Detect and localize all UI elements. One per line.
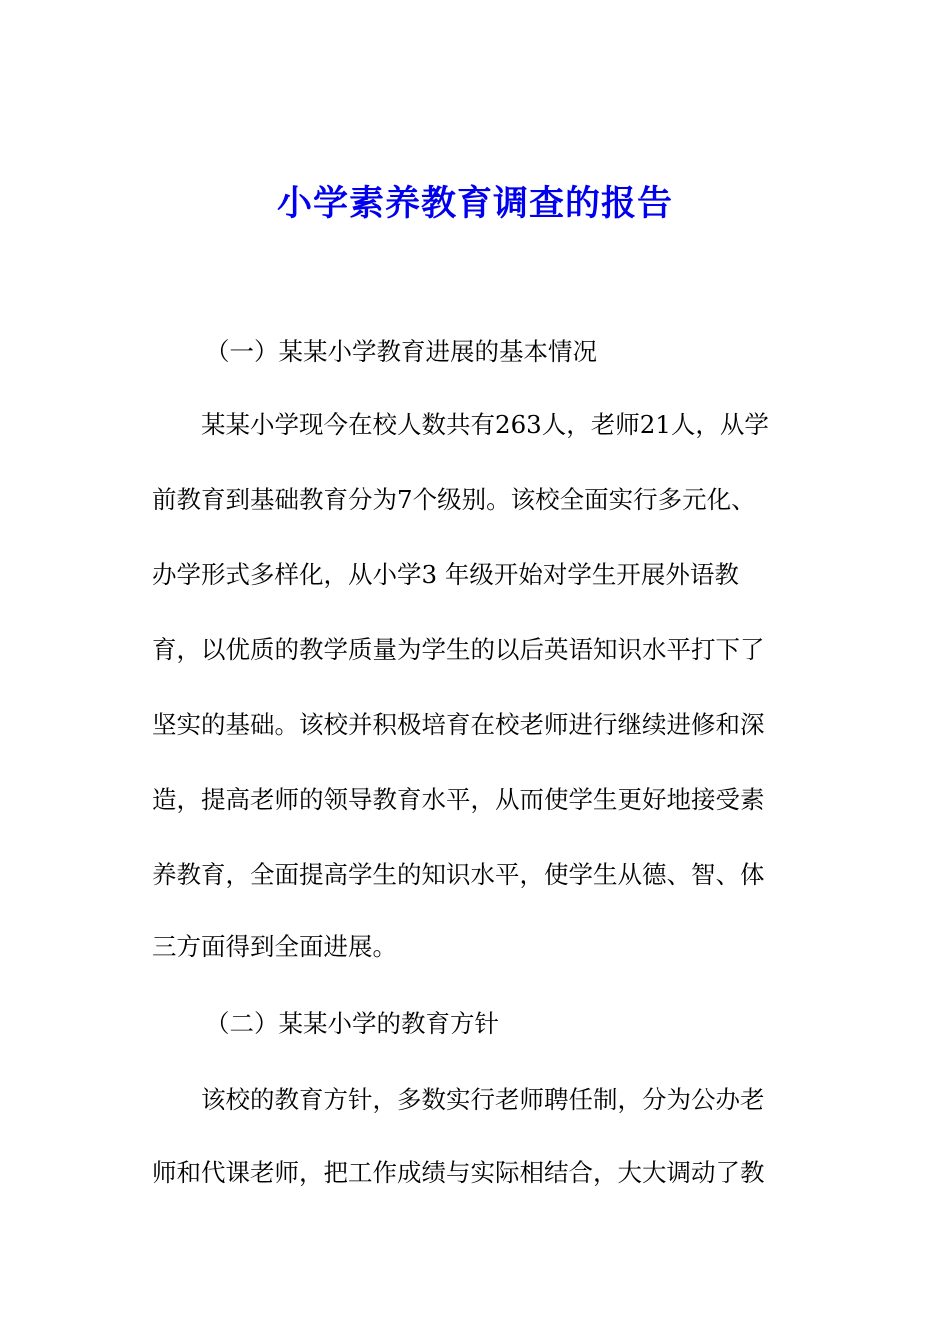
paragraph-line: 某某小学现今在校人数共有263人，老师21人，从学 xyxy=(201,410,769,439)
paragraph-line: 造，提高老师的领导教育水平，从而使学生更好地接受素 xyxy=(152,785,765,814)
paragraph-line: 养教育，全面提高学生的知识水平，使学生从德、智、体 xyxy=(152,860,765,889)
section1-heading: （一）某某小学教育进展的基本情况 xyxy=(205,337,597,366)
paragraph-line: 办学形式多样化，从小学3 年级开始对学生开展外语教 xyxy=(152,560,739,589)
paragraph-line: 育，以优质的教学质量为学生的以后英语知识水平打下了 xyxy=(152,635,765,664)
paragraph-line: 师和代课老师，把工作成绩与实际相结合，大大调动了教 xyxy=(152,1158,765,1187)
paragraph-line: 三方面得到全面进展。 xyxy=(152,932,397,961)
paragraph-line: 该校的教育方针，多数实行老师聘任制，分为公办老 xyxy=(201,1085,765,1114)
section2-heading: （二）某某小学的教育方针 xyxy=(205,1009,499,1038)
paragraph-line: 坚实的基础。该校并积极培育在校老师进行继续进修和深 xyxy=(152,710,765,739)
document-title: 小学素养教育调查的报告 xyxy=(276,184,673,224)
paragraph-line: 前教育到基础教育分为7个级别。该校全面实行多元化、 xyxy=(152,485,756,514)
